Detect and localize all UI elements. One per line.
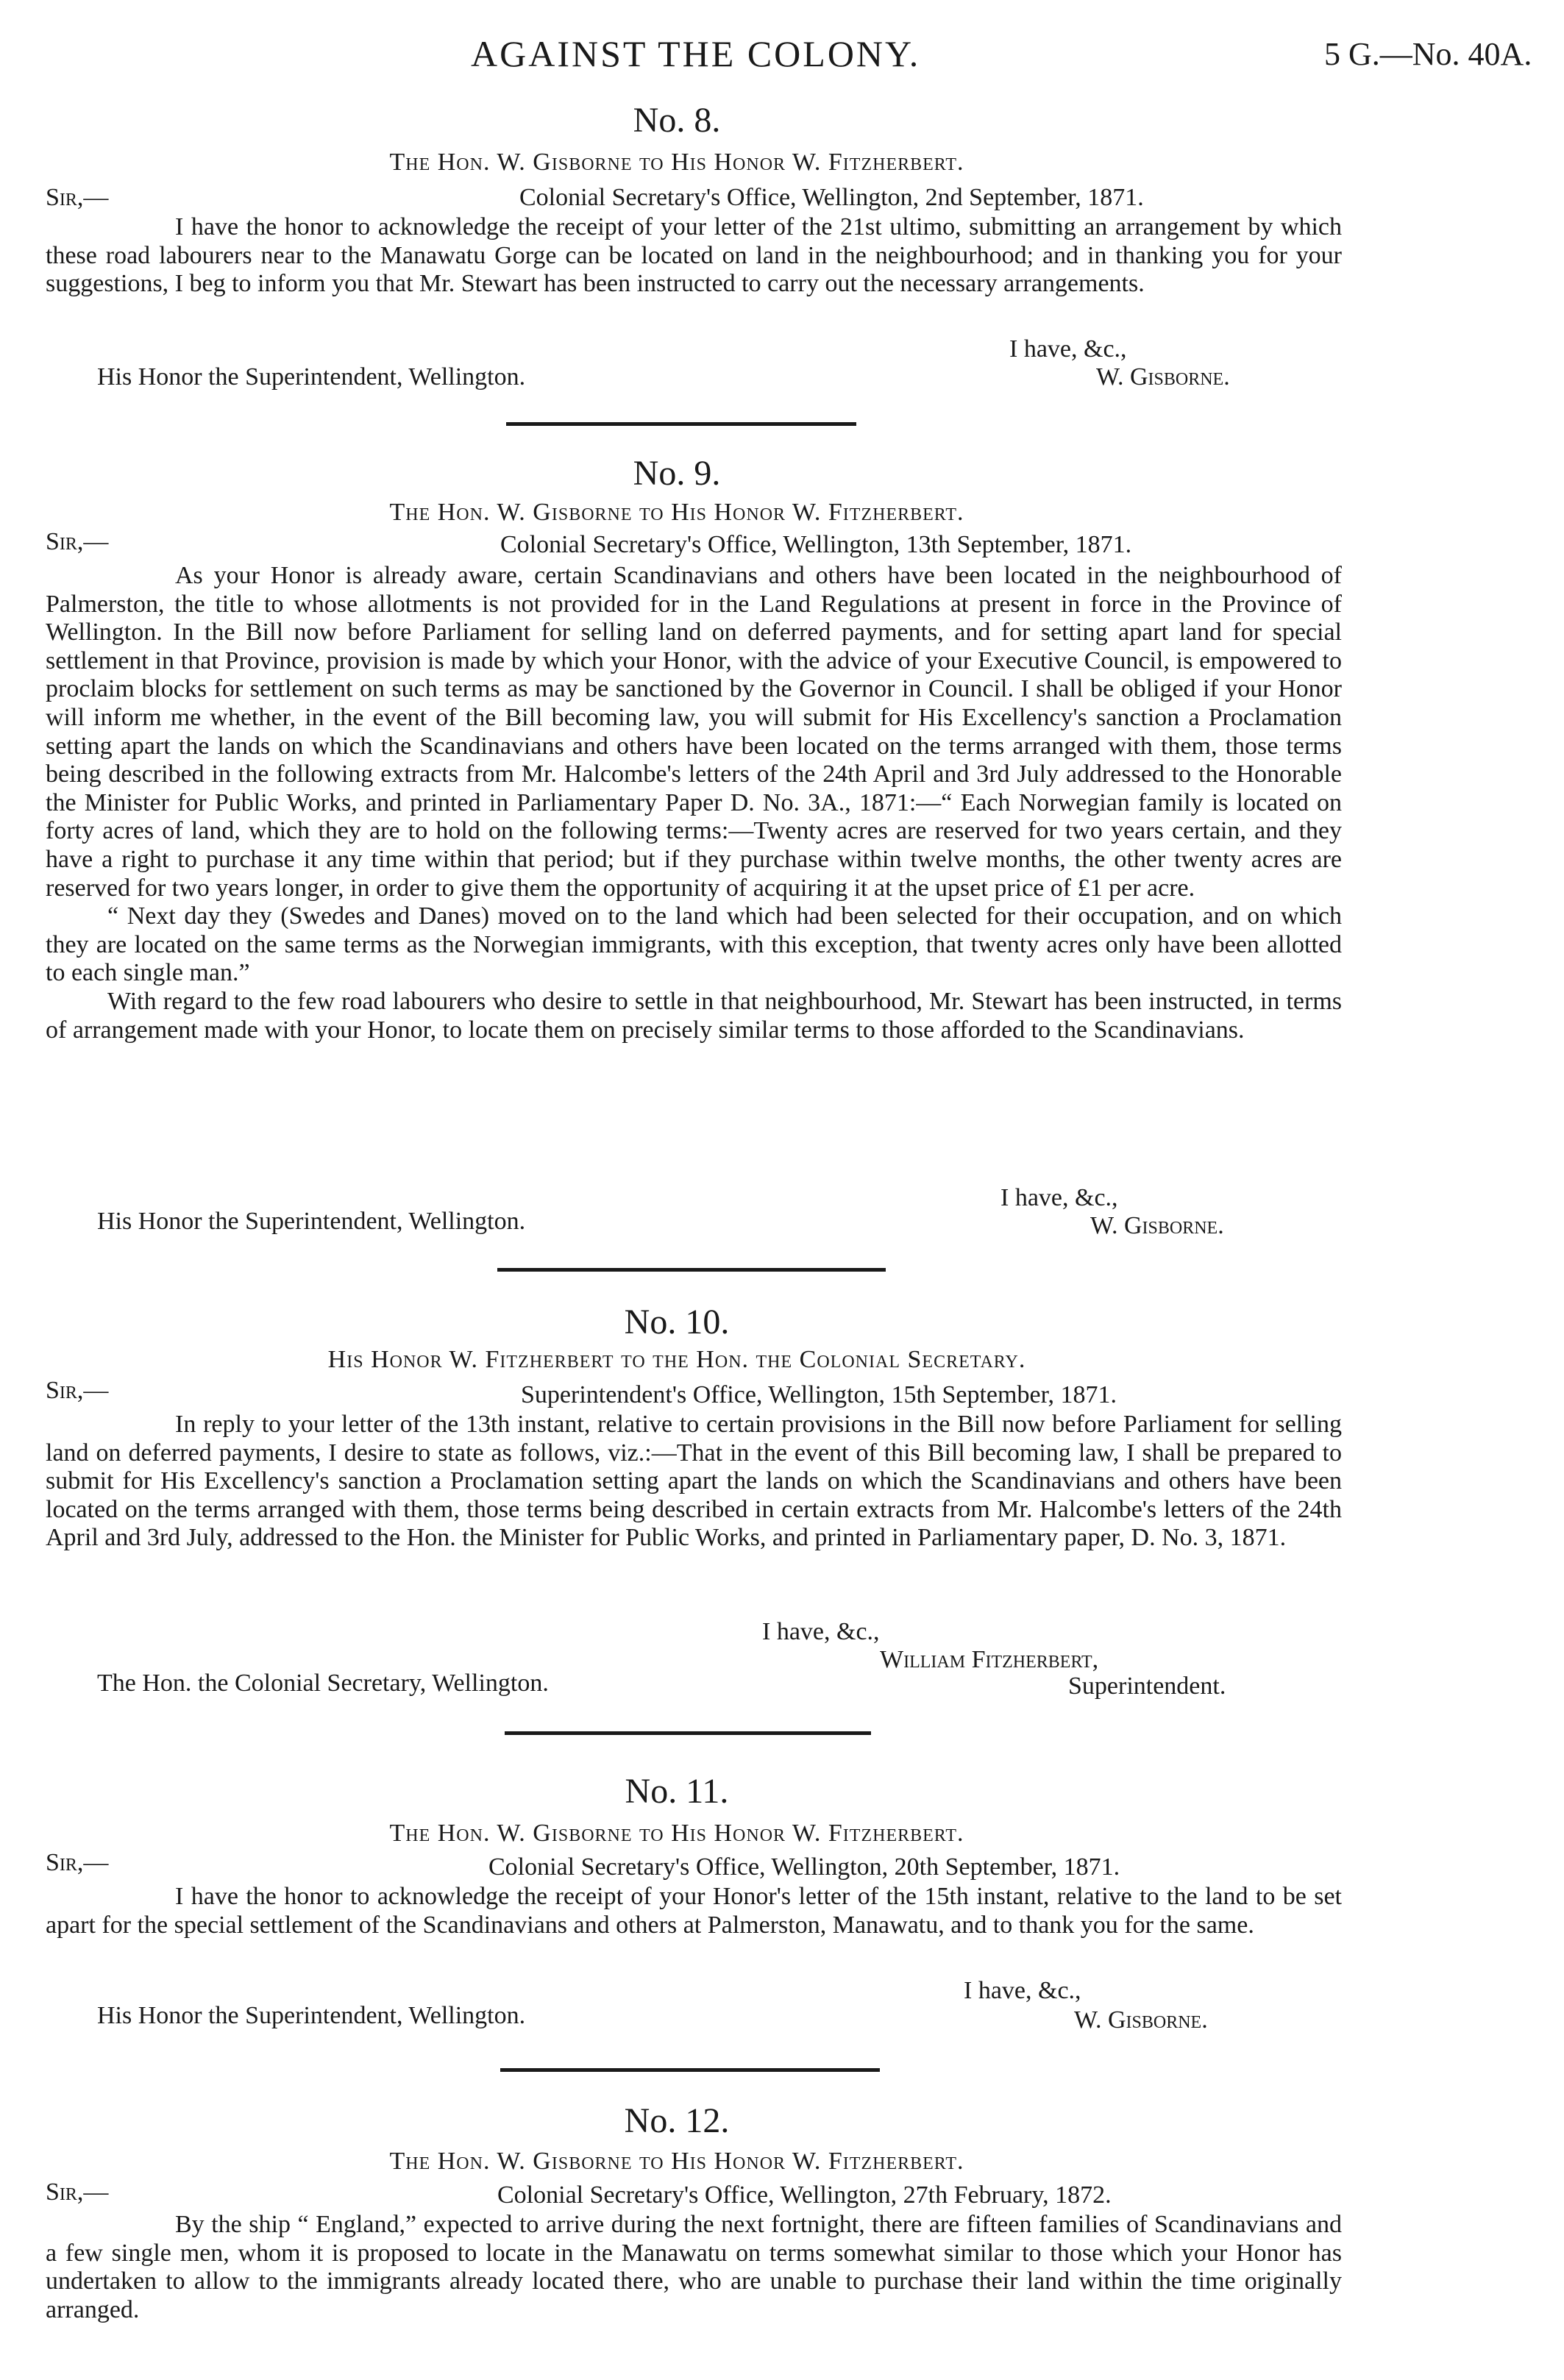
section-rule [505,1731,871,1735]
letter-number: No. 10. [624,1303,730,1342]
addressee: His Honor the Superintendent, Wellington. [97,2002,526,2029]
letter-heading: His Honor W. Fitzherbert to the Hon. the Colonial Secretary. [327,1346,1026,1373]
addressee: His Honor the Superintendent, Wellington. [97,1208,526,1235]
section-rule [500,2068,880,2072]
letter-number: No. 12. [624,2101,730,2140]
paragraph: In reply to your letter of the 13th instant, relative to certain provisions in the Bill now before Parliament for selling land on deferred payments, I desire to state as follows, viz.:—That in the event of this Bill becoming law, I shall be prepared to submit for His Excellency's sanction a Proclamation setting apart the lands on which the Scandinavians and others have been located on the terms arranged with them, those terms being described in certain extracts from Mr. Halcombe's letters of the 24th April and 3rd July, addressed to the Hon. the Minister for Public Works, and printed in Parliamentary paper, D. No. 3, 1871. [46,1411,1342,1552]
closing: I have, &c., [1009,335,1127,363]
letter-number: No. 8. [633,101,721,140]
place-date: Colonial Secretary's Office, Wellington, 27th February, 1872. [497,2181,1112,2209]
paragraph: I have the honor to acknowledge the receipt of your Honor's letter of the 15th instant, relative to the land to be set apart for the special settlement of the Scandinavians and others at Palmerston, Manawatu, and to thank you for the same. [46,1883,1342,1939]
salutation: Sir,— [46,1377,109,1404]
running-title: AGAINST THE COLONY. [471,33,921,74]
letter-heading: The Hon. W. Gisborne to His Honor W. Fitzherbert. [389,1820,964,1847]
paragraph: “ Next day they (Swedes and Danes) moved on to the land which had been selected for their occupation, and on which they are located on the same terms as the Norwegian immigrants, with this exception, that twenty acres only have been allotted to each single man.” [46,902,1342,987]
signature-title: Superintendent. [1068,1672,1226,1700]
running-header [0,32,1564,76]
addressee: The Hon. the Colonial Secretary, Wellington. [97,1670,549,1697]
place-date: Colonial Secretary's Office, Wellington, 13th September, 1871. [500,531,1132,558]
letter-heading: The Hon. W. Gisborne to His Honor W. Fitzherbert. [389,2148,964,2175]
salutation: Sir,— [46,528,109,555]
signature: William Fitzherbert, [880,1646,1099,1673]
letter-number: No. 9. [633,454,721,493]
paragraph: I have the honor to acknowledge the receipt of your letter of the 21st ultimo, submitting an arrangement by which these road labourers near to the Manawatu Gorge can be located on land in the neighbourhood; and in thanking you for your suggestions, I beg to inform you that Mr. Stewart has been instructed to carry out the necessary arrangements. [46,213,1342,298]
place-date: Superintendent's Office, Wellington, 15th September, 1871. [521,1381,1117,1408]
paragraph: As your Honor is already aware, certain Scandinavians and others have been located in the neighbourhood of Palmerston, the title to whose allotments is not provided for in the Land Regulations at present in force in the Province of Wellington. In the Bill now before Parliament for selling land on deferred payments, and for setting apart land for special settlement in that Province, provision is made by which your Honor, with the advice of your Executive Council, is empowered to proclaim blocks for settlement on such terms as may be sanctioned by the Governor in Council. I shall be obliged if your Honor will inform me whether, in the event of the Bill becoming law, you will submit for His Excellency's sanction a Proclamation setting apart the lands on which the Scandinavians and others have been located on the terms arranged with them, those terms being described in the following extracts from Mr. Halcombe's letters of the 24th April and 3rd July addressed to the Honorable the Minister for Public Works, and printed in Parliamentary Paper D. No. 3A., 1871:—“ Each Norwegian family is located on forty acres of land, which they are to hold on the following terms:—Twenty acres are reserved for two years certain, and they have a right to purchase it any time within that period; but if they purchase within twelve months, the other twenty acres are reserved for two years longer, in order to give them the opportunity of acquiring it at the upset price of £1 per acre. [46,562,1342,902]
place-date: Colonial Secretary's Office, Wellington, 2nd September, 1871. [519,184,1144,211]
salutation: Sir,— [46,1849,109,1876]
letter-body [46,2211,1342,2324]
place-date: Colonial Secretary's Office, Wellington, 20th September, 1871. [488,1853,1120,1881]
page-folio: 5 G.—No. 40A. [1324,36,1532,72]
letter-number: No. 11. [625,1772,729,1811]
letter-body [46,562,1342,1044]
letter-heading: The Hon. W. Gisborne to His Honor W. Fitzherbert. [389,149,964,176]
closing: I have, &c., [762,1618,880,1645]
closing: I have, &c., [1000,1184,1118,1211]
section-rule [497,1268,886,1272]
paragraph: With regard to the few road labourers who desire to settle in that neighbourhood, Mr. Stewart has been instructed, in terms of arrangement made with your Honor, to locate them on precisely similar terms to those afforded to the Scandinavians. [46,987,1342,1044]
letter-heading: The Hon. W. Gisborne to His Honor W. Fitzherbert. [389,499,964,526]
letter-body [46,1411,1342,1553]
section-rule [506,422,856,426]
salutation: Sir,— [46,2178,109,2206]
signature: W. Gisborne. [1096,363,1230,391]
signature: W. Gisborne. [1090,1212,1224,1239]
addressee: His Honor the Superintendent, Wellington. [97,363,526,391]
salutation: Sir,— [46,184,109,211]
closing: I have, &c., [964,1977,1081,2004]
letter-body [46,1883,1342,1939]
signature: W. Gisborne. [1074,2006,1208,2034]
paragraph: By the ship “ England,” expected to arrive during the next fortnight, there are fifteen families of Scandinavians and a few single men, whom it is proposed to locate in the Manawatu on terms somewhat similar to those which your Honor has undertaken to allow to the immigrants already located there, who are unable to purchase their land within the time originally arranged. [46,2211,1342,2323]
letter-body [46,213,1342,299]
